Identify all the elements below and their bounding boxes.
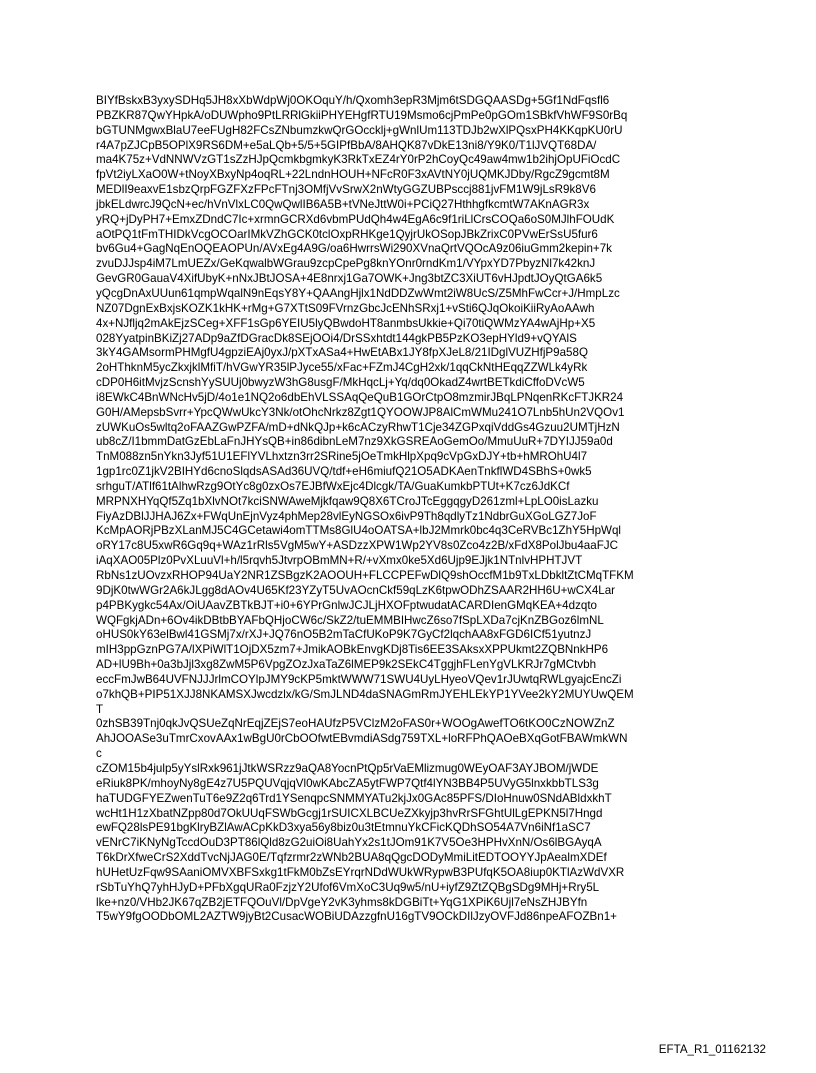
text-line: NZ07DgnExBxjsKOZK1kHK+rMg+G7XTtS09FVrnzGbcJcENhSRxj1+vSti6QJqOkoiKiiRyAoAAwh	[96, 301, 595, 315]
text-line: ub8cZ/I1bmmDatGzEbLaFnJHYsQB+in86dibnLeM7nz9XkGSREAoGemOo/MmuUuR+7DYIJJ59a0d	[96, 435, 613, 449]
text-line: MRPNXHYqQf5Zq1bXlvNOt7kciSNWAweMjkfqaw9Q8X6TCroJTcEggqgyD261zml+LpLO0isLazku	[96, 494, 599, 508]
text-line: 028YyatpinBKiZj27ADp9aZfDGracDk8SEjOOi4/DrSSxhtdt144gkPB5PzKO3epHYld9+vQYAlS	[96, 331, 577, 345]
text-line: 2oHThknM5ycZkxjklMfiT/hVGwYR35lPJyce55/xFac+FZmJ4CgH2xk/1qqCkNtHEqqZZWLk4yRk	[96, 361, 588, 375]
text-line: TnM088zn5nYkn3Jyf51U1EFlYVLhxtzn3rr2SRine5jOeTmkHlpXpq9cVpGxDJY+tb+hMROhU4l7	[96, 450, 588, 464]
text-line: i8EWkC4BnWNcHv5jD/4o1e1NQ2o6dbEhVLSSAqQeQuB1GOrCtpO8mzmirJBqLPNqenRKcFTJKR24	[96, 390, 624, 404]
text-line: jbkELdwrcJ9QcN+ec/hVnVlxLC0QwQwlIB6A5B+tVNeJttW0i+PCiQ27HthhgfkcmtW7AKnAGR3x	[96, 197, 590, 211]
text-line: c	[96, 747, 102, 761]
text-line: MEDlI9eaxvE1sbzQrpFGZFXzFPcFTnj3OMfjVvSrwX2nWtyGGZUBPsccj881jvFM1W9jLsR9k8V6	[96, 183, 596, 197]
text-line: yRQ+jDyPH7+EmxZDndC7Ic+xrmnGCRXd6vbmPUdQh4w4EgA6c9f1riLlCrsCOQa6oS0MJlhFOUdK	[96, 212, 615, 226]
text-line: KcMpAORjPBzXLanMJ5C4GCetawi4omTTMs8GlU4oOATSA+lbJ2Mmrk0bc4q3CeRVBc1ZhY5HpWql	[96, 524, 622, 538]
text-line: lke+nz0/VHb2JK67qZB2jETFQOuVl/DpVgeY2vK3yhms8kDGBiTt+YqG1XPiK6Ujl7eNsZHJBYfn	[96, 895, 588, 909]
text-line: T5wY9fgOODbOML2AZTW9jyBt2CusacWOBiUDAzzgfnU16gTV9OCkDIlJzyOVFJd86npeAFOZBn1+	[96, 910, 617, 924]
text-line: T6kDrXfweCrS2XddTvcNjJAG0E/Tqfzrmr2zWNb2BUA8qQgcDODyMmiLitEDTOOYYJpAealmXDEf	[96, 851, 607, 865]
text-line: AD+lU9Bh+0a3bJjl3xg8ZwM5P6VpgZOzJxaTaZ6lMEP9k2SEkC4TggjhFLenYgVLKRJr7gMCtvbh	[96, 658, 597, 672]
text-line: WQFgkjADn+6Ov4ikDBtbBYAFbQHjoCW6c/SkZ2/tuEMMBIHwcZ6so7fSpLXDa7cjKnZBGoz6lmNL	[96, 613, 604, 627]
text-line: zUWKuOs5wltq2oFAAZGwPZFA/mD+dNkQJp+k6cACzyRhwT1Cje34ZGPxqiVddGs4Gzuu2UMTjHzN	[96, 420, 620, 434]
text-line: r4A7pZJCpB5OPlX9RS6DM+e5aLQb+5/5+5GIPfBbA/8AHQK87vDkE13ni8/Y9K0/T1lJVQT68DA/	[96, 138, 597, 152]
text-line: oHUS0kY63elBwl41GSMj7x/rXJ+JQ76nO5B2mTaCfUKoP9K7GyCf2lqchAA8xFGD6ICf51yutnzJ	[96, 628, 592, 642]
text-line: wcHt1H1zXbatNZpp80d7OkUUqFSWbGcgj1rSUICXLBCUeZXkyjp3hvRrSFGhtUlLgEPKN5l7Hngd	[96, 806, 603, 820]
text-line: GevGR0GauaV4XifUbyK+nNxJBtJOSA+4E8nrxj1Ga7OWK+Jng3btZC3XiUT6vHJpdtJOyQtGA6k5	[96, 272, 603, 286]
text-line: p4PBKygkc54Ax/OiUAavZBTkBJT+i0+6YPrGnlwJCJLjHXOFptwudatACARDIenGMqKEA+4dzqto	[96, 598, 597, 612]
document-reference-id: EFTA_R1_01162132	[658, 1043, 766, 1056]
text-line: T	[96, 702, 104, 716]
text-line: eRiuk8PK/mhoyNy8gE4z7U5PQUVqjqVl0wKAbcZA5ytFWP7Qtf4lYN3BB4P5UVyG5lnxkbbTLS3g	[96, 776, 599, 790]
text-line: PBZKR87QwYHpkA/oDUWpho9PtLRRlGkiiPHYEHgfRTU19Msmo6cjPmPe0pGOm1SBkfVhWF9S0rBq	[96, 108, 628, 122]
text-line: 3kY4GAMsormPHMgfU4gpziEAj0yxJ/pXTxASa4+HwEtABx1JY8fpXJeL8/21IDglVUZHfjP9a58Q	[96, 346, 588, 360]
text-line: fpVt2iyLXaO0W+tNoyXBxyNp4oqRL+22LndnHOUH+NFcR0F3xAVtNY0jUQMKJDby/RgcZ9gcmt8M	[96, 168, 610, 182]
text-line: aOtPQ1tFmTHIDkVcgOCOarIMkVZhGCK0tclOxpRHKge1QyjrUkOSopJBkZrixC0PVwErSsU5fur6	[96, 227, 598, 241]
text-line: bv6Gu4+GagNqEnOQEAOPUn/AVxEg4A9G/oa6HwrrsWi290XVnaQrtVQOcA9z06iuGmm2kepin+7k	[96, 242, 612, 256]
text-line: rSbTuYhQ7yhHJyD+PFbXgqURa0FzjzY2Ufof6VmXoC3Uq9w5/nU+iyfZ9ZtZQBgSDg9MHj+Rry5L	[96, 880, 600, 894]
text-line: oRY17c8U5xwR6Gq9q+WAz1rRls5VgM5wY+ASDzzXPW1Wp2YV8s0Zco4z2B/xFdX8PolJbu4aaFJC	[96, 539, 618, 553]
text-line: RbNs1zUOvzxRHOP94UaY2NR1ZSBgzK2AOOUH+FLCCPEFwDlQ9shOccfM1b9TxLDbkltZtCMqTFKM	[96, 569, 634, 582]
text-line: 9DjK0twWGr2A6kJLgg8dAOv4U65Kf23YZyT5UvAOcnCkf59qLzK6tpwODhZSAAR2HH6U+wCX4Lar	[96, 583, 616, 597]
text-line: ma4K75z+VdNNWVzGT1sZzHJpQcmkbgmkyK3RkTxEZ4rY0rP2hCoyQc49aw4mw1b2ihjOpUFiOcdC	[96, 153, 621, 167]
text-line: vENrC7iKNyNgTccdOuD3PT86lQld8zG2uiOi8UahYx2s1tJOm91K7V5Oe3HPHvXnN/Os6lBGAyqA	[96, 836, 602, 850]
text-line: cDP0H6itMvjzScnshYySUUj0bwyzW3hG8usgF/MkHqcLj+Yq/dq0OkadZ4wrtBETkdiCffoDVcW5	[96, 376, 585, 390]
text-line: srhguT/ATlf61tAlhwRzg9OtYc8g0zxOs7EJBfWxEjc4Dlcgk/TA/GuaKumkbPTUt+K7cz6JdKCf	[96, 479, 570, 493]
text-line: yQcgDnAxUUun61qmpWqalN9nEqsY8Y+QAAngHjlx1NdDDZwWmt2iW8UcS/Z5MhFwCcr+J/HmpLzc	[96, 286, 620, 300]
text-line: 4x+NJfljq2mAkEjzSCeg+XFF1sGp6YEIU5lyQBwdoHT8anmbsUkkie+Qi70tiQWMzYA4wAjHp+X5	[96, 316, 596, 330]
text-line: iAqXAO05Plz0PvXLuuVl+h/l5rqvh5JtvrpOBmMN+R/+vXmx0ke5Xd6Ujp9EJjk1NTnlvHPHTJVT	[96, 554, 583, 568]
text-line: ewFQ28lsPE91bgKlryBZlAwACpKkD3xya56y8biz0u3tEtmnuYkCFicKQDhSO54A7Vn6iNf1aSC7	[96, 821, 591, 835]
text-line: o7khQB+PIP51XJJ8NKAMSXJwcdzlx/kG/SmJLND4daSNAGmRmJYEHLEkYP1YVee2kY2MUYUwQEM	[96, 687, 634, 701]
text-line: mIH3ppGznPG7A/lXPiWlT1OjDX5zm7+JmikAOBkEnvgKDj8Tis6EE3SAksxXPPUkmt2ZQBNnkHP6	[96, 643, 609, 657]
text-line: cZOM15b4julp5yYslRxk961jJtkWSRzz9aQA8YocnPtQp5rVaEMlizmug0WEyOAF3AYJBOM/jWDE	[96, 761, 599, 775]
text-line: hUHetUzFqw9SAaniOMVXBFSxkg1tFkM0bZsEYrqrNDdWUkWRypwB3PUfqK5OA8iup0KTlAzWdVXR	[96, 865, 625, 879]
text-line: eccFmJwB64UVFNJJJrlmCOYlpJMY9cKP5mktWWW71SWU4UyLHyeoVQev1rJUwtqRWLgyajcEncZi	[96, 672, 622, 686]
text-line: bGTUNMgwxBlaU7eeFUgH82FCsZNbumzkwQrGOccklj+gWnlUm113TDJb2wXlPQsxPH4KKqpKU0rU	[96, 123, 623, 137]
text-line: BIYfBskxB3yxySDHq5JH8xXbWdpWj0OKOquY/h/Qxomh3epR3Mjm6tSDGQAASDg+5Gf1NdFqsfl6	[96, 94, 610, 107]
text-line: 1gp1rc0Z1jkV2BIHYd6cnoSlqdsASAd36UVQ/tdf+eH6miufQ21O5ADKAenTnkflWD4SBhS+0wk5	[96, 465, 592, 479]
encoded-text-block	[96, 94, 776, 925]
text-line: 0zhSB39Tnj0qkJvQSUeZqNrEqjZEjS7eoHAUfzP5VClzM2oFAS0r+WOOgAwefTO6tKO0CzNOWZnZ	[96, 717, 615, 731]
text-line: zvuDJJsp4iM7LmUEZx/GeKqwalbWGrau9zcpCpePg8knYOnr0rndKm1/VYpxYD7PbyzNl7k42knJ	[96, 257, 596, 271]
text-line: FiyAzDBlJJHAJ6Zx+FWqUnEjnVyz4phMep28vlEyNGSOx6ivP9Th8qdlyTz1NdbrGuXGoLGZ7JoF	[96, 509, 597, 523]
text-line: AhJOOASe3uTmrCxovAAx1wBgU0rCbOOfwtEBvmdiASdg759TXL+loRFPhQAOeBXqGotFBAWmkWN	[96, 732, 628, 746]
text-line: G0H/AMepsbSvrr+YpcQWwUkcY3Nk/otOhcNrkz8Zgt1QYOOWJP8AlCmWMu241O7Lnb5hUn2VQOv1	[96, 405, 625, 419]
text-line: haTUDGFYEZwenTuT6e9Z2q6Trd1YSenqpcSNMMYATu2kjJx0GAc85PFS/DIoHnuw0SNdABldxkhT	[96, 791, 612, 805]
